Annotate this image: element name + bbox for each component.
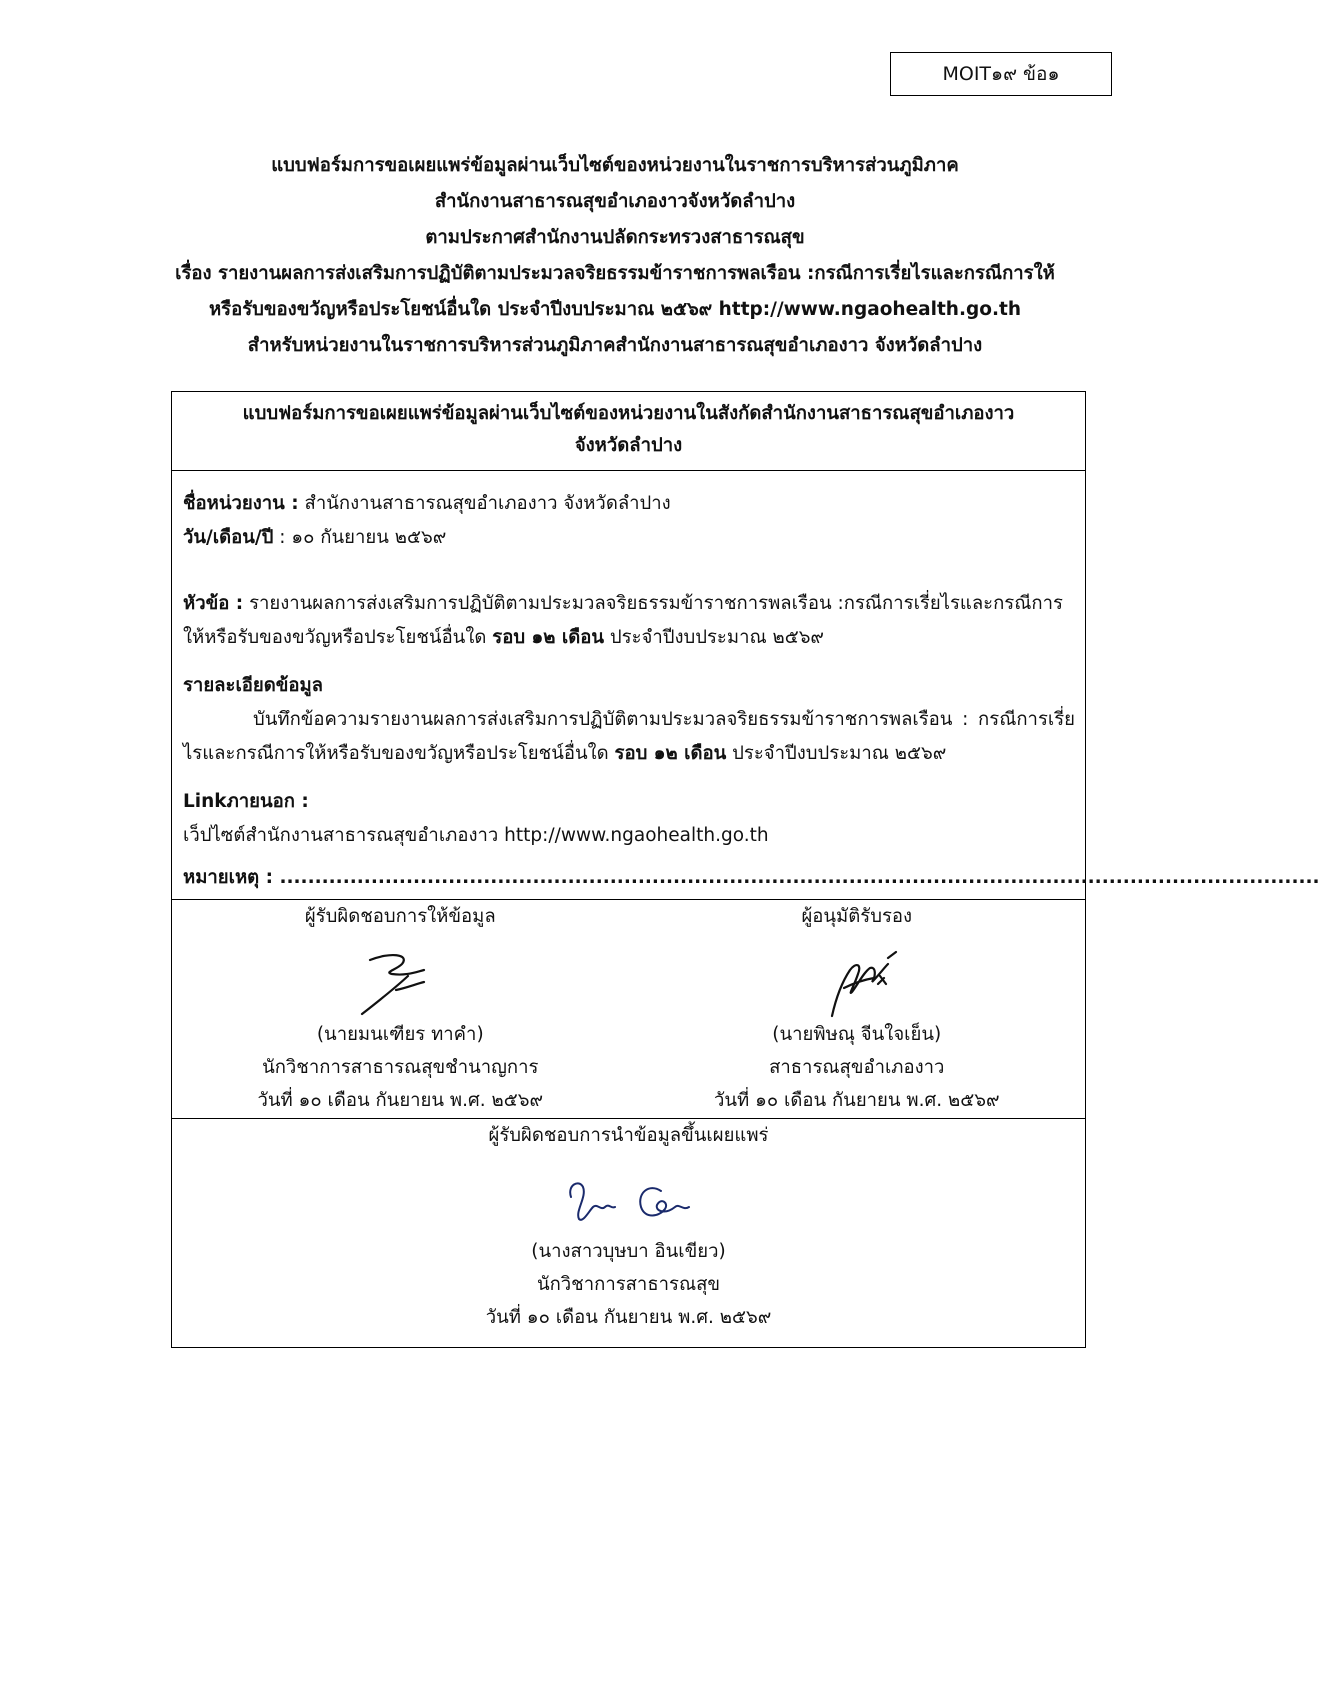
- signature-row: [172, 899, 1085, 1118]
- approver-position: สาธารณสุขอำเภองาว: [769, 1057, 945, 1078]
- document-header: [120, 148, 1110, 364]
- provider-signature-block: [172, 900, 629, 1118]
- detail-fiscal-year: ประจำปีงบประมาณ ๒๕๖๙: [732, 743, 947, 764]
- publisher-role: ผู้รับผิดชอบการนำข้อมูลขึ้นเผยแพร่: [488, 1125, 769, 1146]
- approver-role: ผู้อนุมัติรับรอง: [801, 906, 913, 927]
- agency-value: สำนักงานสาธารณสุขอำเภองาว จังหวัดลำปาง: [304, 493, 671, 514]
- date-value: : ๑๐ กันยายน ๒๕๖๙: [279, 527, 447, 548]
- form-title: [172, 392, 1085, 471]
- approver-name: (นายพิษณุ จีนใจเย็น): [772, 1024, 942, 1045]
- date-label: วัน/เดือน/ปี: [183, 527, 274, 548]
- form-title-line-1: แบบฟอร์มการขอเผยแพร่ข้อมูลผ่านเว็บไซต์ของหน่วยงานในสังกัดสำนักงานสาธารณสุขอำเภองาว: [242, 403, 1015, 424]
- provider-name: (นายมนเฑียร ทาคำ): [316, 1024, 484, 1045]
- publisher-signature-block: [172, 1118, 1085, 1347]
- publication-form: [171, 391, 1320, 1348]
- publisher-signature: [172, 1167, 1085, 1237]
- provider-position: นักวิชาการสาธารณสุขชำนาญการ: [262, 1057, 539, 1078]
- note-label: หมายเหตุ :: [183, 867, 273, 888]
- note-dots: ....................................................................................................................................................: [279, 867, 1320, 888]
- topic-row: [183, 587, 1075, 655]
- detail-round: รอบ ๑๒ เดือน: [614, 743, 727, 764]
- publisher-date: วันที่ ๑๐ เดือน กันยายน พ.ศ. ๒๕๖๙: [485, 1307, 772, 1328]
- link-label: Linkภายนอก :: [183, 791, 309, 812]
- detail-text: [183, 703, 1075, 771]
- provider-signature: [172, 938, 629, 1020]
- agency-row: [183, 487, 1075, 521]
- approver-date: วันที่ ๑๐ เดือน กันยายน พ.ศ. ๒๕๖๙: [713, 1090, 1000, 1111]
- header-line-6: สำหรับหน่วยงานในราชการบริหารส่วนภูมิภาคสำนักงานสาธารณสุขอำเภองาว จังหวัดลำปาง: [247, 335, 983, 356]
- provider-date: วันที่ ๑๐ เดือน กันยายน พ.ศ. ๒๕๖๙: [257, 1090, 543, 1111]
- header-line-2: สำนักงานสาธารณสุขอำเภองาวจังหวัดลำปาง: [434, 191, 796, 212]
- detail-body: บันทึกข้อความรายงานผลการส่งเสริมการปฏิบัติตามประมวลจริยธรรมข้าราชการพลเรือน : กรณีการเรี่ยไรและกรณีการให้หรือรับของขวัญหรือประโยชน์อื่นใด: [183, 709, 1075, 764]
- header-line-4: เรื่อง รายงานผลการส่งเสริมการปฏิบัติตามประมวลจริยธรรมข้าราชการพลเรือน :กรณีการเรี่ยไรและกรณีการให้: [175, 263, 1055, 284]
- approver-signature-block: [629, 900, 1086, 1118]
- form-details: [172, 471, 1320, 899]
- topic-label: หัวข้อ :: [183, 593, 244, 614]
- topic-round: รอบ ๑๒ เดือน: [492, 627, 604, 648]
- publisher-name: (นางสาวบุษบา อินเขียว): [531, 1241, 726, 1262]
- document-code: MOIT๑๙ ข้อ๑: [942, 63, 1060, 85]
- approver-signature: [629, 938, 1086, 1020]
- form-title-line-2: จังหวัดลำปาง: [574, 435, 683, 456]
- publisher-position: นักวิชาการสาธารณสุข: [536, 1274, 721, 1295]
- header-line-3: ตามประกาศสำนักงานปลัดกระทรวงสาธารณสุข: [425, 227, 805, 248]
- agency-label: ชื่อหน่วยงาน :: [183, 493, 299, 514]
- topic-fiscal-year: ประจำปีงบประมาณ ๒๕๖๙: [609, 627, 824, 648]
- topic-text: รายงานผลการส่งเสริมการปฏิบัติตามประมวลจริยธรรมข้าราชการพลเรือน :กรณีการเรี่ยไรและกรณีการให้หรือรับของขวัญหรือประโยชน์อื่นใด: [183, 593, 1063, 648]
- document-code-box: [890, 52, 1112, 96]
- provider-role: ผู้รับผิดชอบการให้ข้อมูล: [304, 906, 496, 927]
- external-link[interactable]: เว็ปไซต์สำนักงานสาธารณสุขอำเภองาว http://www.ngaohealth.go.th: [183, 825, 769, 846]
- note-row: [183, 861, 1320, 895]
- date-row: [183, 521, 1075, 555]
- header-line-5: หรือรับของขวัญหรือประโยชน์อื่นใด ประจำปีงบประมาณ ๒๕๖๙ http://www.ngaohealth.go.th: [208, 299, 1021, 320]
- detail-label: รายละเอียดข้อมูล: [183, 675, 324, 696]
- header-line-1: แบบฟอร์มการขอเผยแพร่ข้อมูลผ่านเว็บไซต์ของหน่วยงานในราชการบริหารส่วนภูมิภาค: [271, 155, 959, 176]
